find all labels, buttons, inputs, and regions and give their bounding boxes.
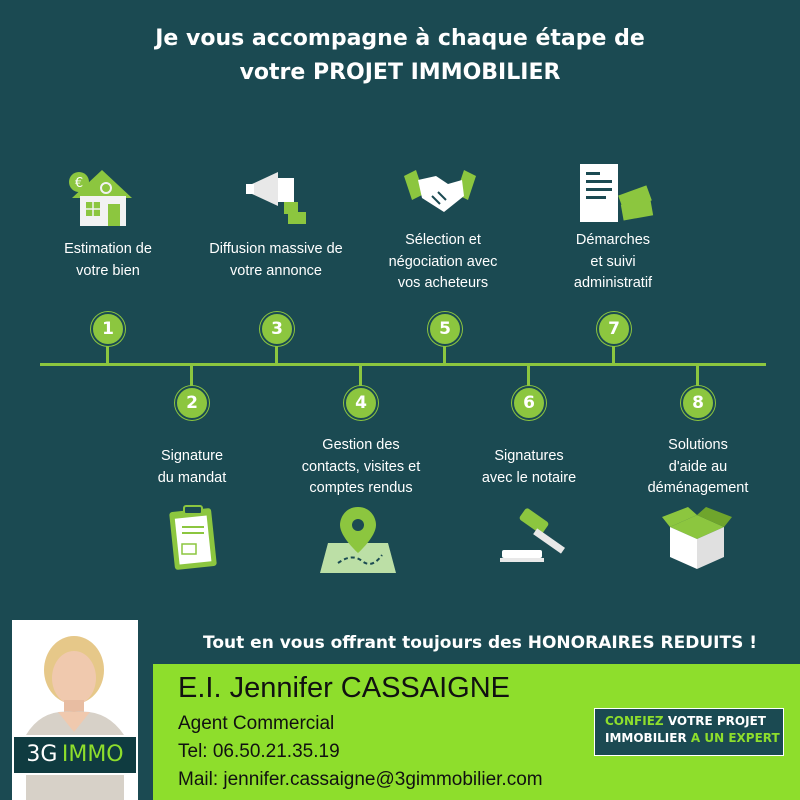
gavel-icon bbox=[496, 506, 576, 566]
step-number-5: 5 bbox=[428, 312, 462, 346]
stem-2 bbox=[190, 366, 193, 388]
stem-4 bbox=[359, 366, 362, 388]
megaphone-icon bbox=[244, 162, 314, 228]
stem-6 bbox=[527, 366, 530, 388]
step-label-4: Gestion des contacts, visites et comptes rendus bbox=[301, 437, 421, 496]
logo-3g: 3G bbox=[26, 742, 58, 767]
house-estimate-icon bbox=[64, 160, 144, 230]
step-number-8: 8 bbox=[681, 386, 715, 420]
step-label-5: Sélection et négociation avec vos acheteurs bbox=[388, 232, 498, 291]
step-number-4: 4 bbox=[344, 386, 378, 420]
step-label-1: Estimation de votre bien bbox=[64, 241, 152, 279]
step-number-2: 2 bbox=[175, 386, 209, 420]
badge-word-projet: VOTRE PROJET bbox=[667, 714, 766, 728]
step-label-7: Démarches et suivi administratif bbox=[573, 232, 653, 291]
agent-role: Agent Commercial bbox=[178, 713, 335, 734]
agent-name: E.I. Jennifer CASSAIGNE bbox=[178, 672, 511, 704]
badge-word-confiez: CONFIEZ bbox=[605, 714, 664, 728]
step-number-7: 7 bbox=[597, 312, 631, 346]
logo-immo: IMMO bbox=[61, 742, 124, 767]
expert-badge bbox=[594, 708, 784, 756]
badge-word-expert: A UN EXPERT bbox=[690, 731, 780, 745]
tagline: Tout en vous offrant toujours des HONORAIRES REDUITS ! bbox=[203, 633, 757, 653]
title-line-2: votre PROJET IMMOBILIER bbox=[239, 60, 561, 85]
moving-box-icon bbox=[660, 503, 734, 571]
handshake-icon bbox=[404, 168, 476, 220]
timeline-line bbox=[40, 363, 766, 366]
svg-text:€: € bbox=[74, 176, 84, 191]
company-logo bbox=[12, 735, 138, 775]
clipboard-contract-icon bbox=[166, 504, 222, 574]
agent-phone[interactable]: Tel: 06.50.21.35.19 bbox=[178, 741, 340, 762]
step-label-2: Signature du mandat bbox=[157, 448, 227, 486]
map-pin-icon bbox=[318, 503, 398, 575]
step-number-1: 1 bbox=[91, 312, 125, 346]
badge-word-immobilier: IMMOBILIER bbox=[605, 731, 687, 745]
step-label-3: Diffusion massive de votre annonce bbox=[209, 241, 343, 279]
agent-email[interactable]: Mail: jennifer.cassaigne@3gimmobilier.com bbox=[178, 769, 543, 790]
title-line-1: Je vous accompagne à chaque étape de bbox=[155, 26, 645, 51]
step-label-8: Solutions d'aide au déménagement bbox=[647, 437, 749, 496]
step-label-6: Signatures avec le notaire bbox=[481, 448, 577, 486]
step-number-3: 3 bbox=[260, 312, 294, 346]
documents-money-icon bbox=[576, 160, 656, 228]
page-title bbox=[0, 22, 800, 90]
step-number-6: 6 bbox=[512, 386, 546, 420]
stem-8 bbox=[696, 366, 699, 388]
